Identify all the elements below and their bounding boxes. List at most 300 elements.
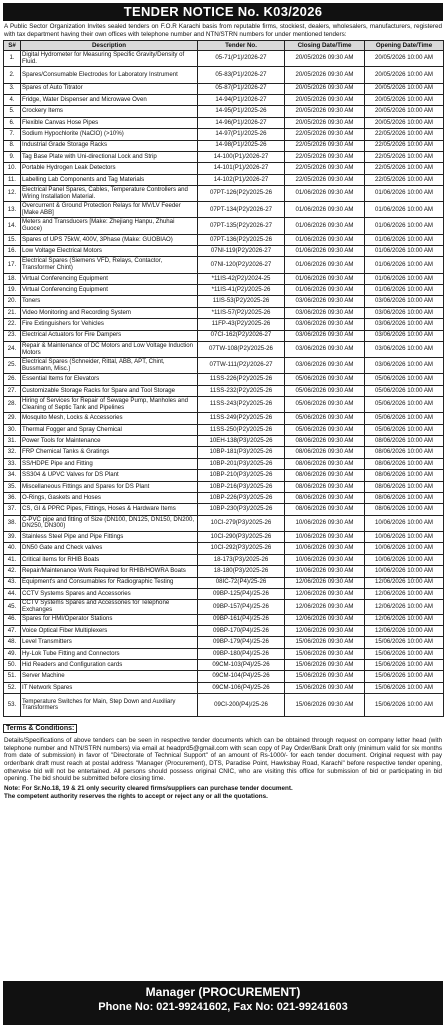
row-opening: 01/06/2026 10:00 AM (365, 186, 444, 202)
table-row (4, 637, 444, 648)
row-sn: 27. (4, 385, 21, 396)
table-row (4, 694, 444, 717)
row-opening: 22/05/2026 10:00 AM (365, 163, 444, 174)
row-opening: 12/06/2026 10:00 AM (365, 614, 444, 625)
row-sn: 3. (4, 83, 21, 94)
row-sn: 14. (4, 218, 21, 234)
row-closing: 15/06/2026 09:30 AM (285, 637, 365, 648)
row-tender-no: 14-95(P1)/2025-26 (198, 106, 285, 117)
row-sn: 5. (4, 106, 21, 117)
row-tender-no: 10BP-210(P3)/2025-26 (198, 470, 285, 481)
table-row (4, 330, 444, 341)
row-description: DN50 Gate and Check valves (21, 543, 198, 554)
row-closing: 08/06/2026 09:30 AM (285, 447, 365, 458)
row-sn: 37. (4, 504, 21, 515)
row-tender-no: 11SS-250(P2)/2025-26 (198, 424, 285, 435)
header-opening: Opening Date/Time (365, 41, 444, 51)
row-tender-no: 07PT-136(P2)/2025-26 (198, 234, 285, 245)
row-closing: 10/06/2026 09:30 AM (285, 543, 365, 554)
table-row (4, 273, 444, 284)
row-opening: 20/05/2026 10:00 AM (365, 67, 444, 83)
row-closing: 15/06/2026 09:30 AM (285, 682, 365, 693)
row-closing: 22/05/2026 09:30 AM (285, 129, 365, 140)
table-row (4, 458, 444, 469)
row-tender-no: 10EH-138(P3)/2025-26 (198, 436, 285, 447)
row-tender-no: 09BP-170(P4)/25-26 (198, 625, 285, 636)
row-description: Portable Hydrogen Leak Detectors (21, 163, 198, 174)
header-sn: S# (4, 41, 21, 51)
row-tender-no: 07CI-162(P2)/2026-27 (198, 330, 285, 341)
table-row (4, 51, 444, 67)
row-opening: 08/06/2026 10:00 AM (365, 458, 444, 469)
row-sn: 21. (4, 307, 21, 318)
row-opening: 01/06/2026 10:00 AM (365, 218, 444, 234)
row-sn: 30. (4, 424, 21, 435)
row-closing: 08/06/2026 09:30 AM (285, 504, 365, 515)
row-closing: 20/05/2026 09:30 AM (285, 83, 365, 94)
row-opening: 20/05/2026 10:00 AM (365, 94, 444, 105)
row-opening: 05/06/2026 10:00 AM (365, 385, 444, 396)
row-closing: 15/06/2026 09:30 AM (285, 671, 365, 682)
table-row (4, 319, 444, 330)
table-row (4, 648, 444, 659)
note-security: Note: For Sr.No.18, 19 & 21 only security cleared firms/suppliers can purchase tender document. (4, 784, 293, 792)
row-sn: 29. (4, 413, 21, 424)
row-closing: 05/06/2026 09:30 AM (285, 397, 365, 413)
row-opening: 08/06/2026 10:00 AM (365, 504, 444, 515)
row-sn: 11. (4, 174, 21, 185)
row-description: Server Machine (21, 671, 198, 682)
table-row (4, 374, 444, 385)
row-opening: 22/05/2026 10:00 AM (365, 174, 444, 185)
row-opening: 12/06/2026 10:00 AM (365, 588, 444, 599)
row-tender-no: 10CI-292(P3)/2025-26 (198, 543, 285, 554)
row-closing: 20/05/2026 09:30 AM (285, 67, 365, 83)
row-sn: 50. (4, 660, 21, 671)
row-opening: 03/06/2026 10:00 AM (365, 296, 444, 307)
row-tender-no: 11SS-249(P2)/2025-26 (198, 413, 285, 424)
note-authority: The competent authority reserves the rights to accept or reject any or all the quotations. (4, 793, 268, 801)
row-closing: 01/06/2026 09:30 AM (285, 202, 365, 218)
row-tender-no: 07NI-119(P2)/2026-27 (198, 246, 285, 257)
row-closing: 03/06/2026 09:30 AM (285, 330, 365, 341)
footer-title: Manager (PROCUREMENT) (145, 985, 301, 999)
footer (3, 981, 443, 1025)
row-sn: 43. (4, 577, 21, 588)
row-sn: 20. (4, 296, 21, 307)
row-description: Fridge, Water Dispenser and Microwave Oven (21, 94, 198, 105)
terms-heading: Terms & Conditions: (3, 724, 77, 733)
row-closing: 20/05/2026 09:30 AM (285, 94, 365, 105)
table-row (4, 218, 444, 234)
row-description: Critical items for RHIB Boats (21, 554, 198, 565)
row-closing: 12/06/2026 09:30 AM (285, 588, 365, 599)
table-row (4, 481, 444, 492)
header-tender-no: Tender No. (198, 41, 285, 51)
row-tender-no: 10CI-279(P3)/2025-26 (198, 515, 285, 531)
row-opening: 03/06/2026 10:00 AM (365, 358, 444, 374)
row-closing: 01/06/2026 09:30 AM (285, 186, 365, 202)
tender-notice-page (3, 3, 443, 1013)
row-tender-no: *11IS-41(P2)/2025-26 (198, 285, 285, 296)
row-description: Virtual Conferencing Equipment (21, 273, 198, 284)
table-row (4, 682, 444, 693)
row-sn: 18. (4, 273, 21, 284)
row-tender-no: 09CM-103(P4)/25-26 (198, 660, 285, 671)
row-closing: 05/06/2026 09:30 AM (285, 413, 365, 424)
row-description: Temperature Switches for Main, Step Down and Auxiliary Transformers (21, 694, 198, 717)
row-tender-no: 10CI-290(P3)/2025-26 (198, 532, 285, 543)
row-opening: 20/05/2026 10:00 AM (365, 83, 444, 94)
row-sn: 15. (4, 234, 21, 245)
table-row (4, 385, 444, 396)
row-opening: 15/06/2026 10:00 AM (365, 682, 444, 693)
table-row (4, 660, 444, 671)
terms-text: Details/Specifications of above tenders can be seen in respective tender documents which can be obtained through request on company letter head (with telephone number and NTN/STRN numbers) via email at headprd5@gmail.com with scan copy of Pay Order/Bank Draft only (minimum valid for six months from date of submission) in favor of "Directorate of Technical Support" of an amount of Rs-1000/- for each tender document. Original request with pay order/bank draft must reach at postal address "Manager (Procurement), DTS, Paradise Point, Hawksbay Road, Karachi" before respective tender opening, otherwise bid will not be entertained. All persons should possess original CNIC, who are visiting this office for submission of bid or participating in bid opening. The bid should be submitted before closing time. (4, 737, 442, 783)
intro-text: A Public Sector Organization Invites sealed tenders on F.O.R Karachi basis from reputable firms, stockiest, dealers, wholesalers, manufacturers, registered with tax department having their own offices with telephone number and NTN/STRN numbers for under mentioned tenders: (4, 23, 442, 38)
row-description: Electrical Spares (Schneider, Rittal, ABB, APT, Chint, Bussmann, Misc.) (21, 358, 198, 374)
table-row (4, 447, 444, 458)
row-sn: 35. (4, 481, 21, 492)
row-closing: 15/06/2026 09:30 AM (285, 694, 365, 717)
row-description: Repair & Maintenance of DC Motors and Low Voltage Induction Motors (21, 341, 198, 357)
row-description: Spares of UPS 75kW, 400V, 3Phase (Make: GUOBIAO) (21, 234, 198, 245)
row-sn: 23. (4, 330, 21, 341)
table-row (4, 202, 444, 218)
table-row (4, 296, 444, 307)
row-closing: 08/06/2026 09:30 AM (285, 458, 365, 469)
row-description: Voice Optical Fiber Multiplexers (21, 625, 198, 636)
row-opening: 15/06/2026 10:00 AM (365, 637, 444, 648)
row-description: Miscellaneous Fittings and Spares for DS Plant (21, 481, 198, 492)
row-opening: 05/06/2026 10:00 AM (365, 413, 444, 424)
row-tender-no: 09BP-125(P4)/25-26 (198, 588, 285, 599)
row-closing: 12/06/2026 09:30 AM (285, 625, 365, 636)
row-description: C-PVC pipe and fitting of Size (DN100, DN125, DN150, DN200, DN250, DN300) (21, 515, 198, 531)
row-opening: 01/06/2026 10:00 AM (365, 257, 444, 273)
row-sn: 13. (4, 202, 21, 218)
row-tender-no: 11SS-232(P2)/2025-26 (198, 385, 285, 396)
row-opening: 22/05/2026 10:00 AM (365, 129, 444, 140)
row-closing: 20/05/2026 09:30 AM (285, 117, 365, 128)
row-tender-no: *11IS-42(P2)/2024-25 (198, 273, 285, 284)
row-opening: 10/06/2026 10:00 AM (365, 532, 444, 543)
row-sn: 34. (4, 470, 21, 481)
row-opening: 10/06/2026 10:00 AM (365, 543, 444, 554)
row-closing: 03/06/2026 09:30 AM (285, 307, 365, 318)
table-row (4, 504, 444, 515)
row-tender-no: 14-102(P1)/2026-27 (198, 174, 285, 185)
row-closing: 20/05/2026 09:30 AM (285, 51, 365, 67)
row-closing: 22/05/2026 09:30 AM (285, 140, 365, 151)
row-description: Low Voltage Electrical Motors (21, 246, 198, 257)
row-opening: 10/06/2026 10:00 AM (365, 566, 444, 577)
row-tender-no: *11IS-57(P2)/2025-26 (198, 307, 285, 318)
row-sn: 25. (4, 358, 21, 374)
row-opening: 05/06/2026 10:00 AM (365, 374, 444, 385)
row-sn: 24. (4, 341, 21, 357)
row-sn: 48. (4, 637, 21, 648)
row-closing: 12/06/2026 09:30 AM (285, 600, 365, 614)
row-sn: 1. (4, 51, 21, 67)
row-sn: 6. (4, 117, 21, 128)
row-sn: 9. (4, 151, 21, 162)
row-tender-no: 14-100(P1)/2026-27 (198, 151, 285, 162)
row-description: Flexible Canvas Hose Pipes (21, 117, 198, 128)
row-closing: 22/05/2026 09:30 AM (285, 163, 365, 174)
row-opening: 05/06/2026 10:00 AM (365, 397, 444, 413)
row-opening: 03/06/2026 10:00 AM (365, 330, 444, 341)
header-description: Description (21, 41, 198, 51)
row-sn: 4. (4, 94, 21, 105)
row-description: Electrical Spares (Siemens VFD, Relays, Contactor, Transformer Chint) (21, 257, 198, 273)
row-closing: 22/05/2026 09:30 AM (285, 174, 365, 185)
row-tender-no: 09CI-200(P4)/25-26 (198, 694, 285, 717)
row-closing: 10/06/2026 09:30 AM (285, 554, 365, 565)
row-description: Digital Hydrometer for Measuring Specific Gravity/Density of Fluid. (21, 51, 198, 67)
row-description: Power Tools for Maintenance (21, 436, 198, 447)
row-description: Spares of Auto Titrator (21, 83, 198, 94)
row-tender-no: 05-71(P1)/2026-27 (198, 51, 285, 67)
row-description: Meters and Transducers [Make: Zhejiang Hanpu, Zhuhai Guoce) (21, 218, 198, 234)
footer-contact: Phone No: 021-99241602, Fax No: 021-99241603 (98, 1001, 348, 1013)
row-closing: 12/06/2026 09:30 AM (285, 577, 365, 588)
row-description: Essential Items for Elevators (21, 374, 198, 385)
row-opening: 12/06/2026 10:00 AM (365, 625, 444, 636)
row-tender-no: 05-87(P1)/2026-27 (198, 83, 285, 94)
row-opening: 15/06/2026 10:00 AM (365, 694, 444, 717)
row-sn: 32. (4, 447, 21, 458)
table-row (4, 285, 444, 296)
row-opening: 01/06/2026 10:00 AM (365, 202, 444, 218)
row-description: Toners (21, 296, 198, 307)
row-closing: 01/06/2026 09:30 AM (285, 285, 365, 296)
row-closing: 10/06/2026 09:30 AM (285, 532, 365, 543)
row-sn: 47. (4, 625, 21, 636)
row-sn: 42. (4, 566, 21, 577)
row-tender-no: 11SS-226(P2)/2025-26 (198, 374, 285, 385)
row-description: Electrical Actuators for Fire Dampers (21, 330, 198, 341)
row-opening: 08/06/2026 10:00 AM (365, 470, 444, 481)
table-row (4, 543, 444, 554)
row-description: Electrical Panel Spares, Cables, Temperature Controllers and Wiring Installation Material. (21, 186, 198, 202)
row-description: SS/HDPE Pipe and Fitting (21, 458, 198, 469)
row-description: Level Transmitters (21, 637, 198, 648)
row-description: Sodium Hypochlorite (NaClO) (>10%) (21, 129, 198, 140)
row-closing: 01/06/2026 09:30 AM (285, 234, 365, 245)
row-sn: 52. (4, 682, 21, 693)
row-tender-no: 11IS-53(P2)/2025-26 (198, 296, 285, 307)
row-sn: 10. (4, 163, 21, 174)
table-row (4, 67, 444, 83)
row-closing: 03/06/2026 09:30 AM (285, 358, 365, 374)
table-row (4, 532, 444, 543)
row-tender-no: 07PT-134(P2)/2026-27 (198, 202, 285, 218)
row-tender-no: 10BP-230(P3)/2025-26 (198, 504, 285, 515)
row-description: SS304 & UPVC Valves for DS Plant (21, 470, 198, 481)
table-row (4, 470, 444, 481)
row-tender-no: 14-94(P1)/2026-27 (198, 94, 285, 105)
row-sn: 17. (4, 257, 21, 273)
table-row (4, 341, 444, 357)
row-opening: 01/06/2026 10:00 AM (365, 273, 444, 284)
row-closing: 01/06/2026 09:30 AM (285, 273, 365, 284)
row-closing: 12/06/2026 09:30 AM (285, 614, 365, 625)
row-tender-no: 07PT-135(P2)/2026-27 (198, 218, 285, 234)
row-tender-no: 18-173(P3)/2025-26 (198, 554, 285, 565)
row-sn: 19. (4, 285, 21, 296)
row-tender-no: 09BP-179(P4)/25-26 (198, 637, 285, 648)
row-closing: 01/06/2026 09:30 AM (285, 218, 365, 234)
row-tender-no: 09BP-180(P4)/25-26 (198, 648, 285, 659)
row-tender-no: 05-83(P1)/2026-27 (198, 67, 285, 83)
row-sn: 22. (4, 319, 21, 330)
row-sn: 53. (4, 694, 21, 717)
table-row (4, 413, 444, 424)
row-closing: 03/06/2026 09:30 AM (285, 319, 365, 330)
table-row (4, 515, 444, 531)
row-closing: 08/06/2026 09:30 AM (285, 470, 365, 481)
row-opening: 20/05/2026 10:00 AM (365, 106, 444, 117)
row-closing: 01/06/2026 09:30 AM (285, 246, 365, 257)
row-description: Repair/Maintenance Work Required for RHIB/HOWRA Boats (21, 566, 198, 577)
table-body (4, 51, 444, 717)
row-description: Equipment's and Consumables for Radiographic Testing (21, 577, 198, 588)
row-opening: 08/06/2026 10:00 AM (365, 493, 444, 504)
row-description: Hy-Lok Tube Fitting and Connectors (21, 648, 198, 659)
row-opening: 08/06/2026 10:00 AM (365, 447, 444, 458)
row-description: IT Network Spares (21, 682, 198, 693)
row-opening: 10/06/2026 10:00 AM (365, 554, 444, 565)
row-sn: 7. (4, 129, 21, 140)
row-sn: 26. (4, 374, 21, 385)
row-closing: 20/05/2026 09:30 AM (285, 106, 365, 117)
row-description: Stainless Steel Pipe and Pipe Fittings (21, 532, 198, 543)
row-opening: 01/06/2026 10:00 AM (365, 234, 444, 245)
table-row (4, 246, 444, 257)
header-closing: Closing Date/Time (285, 41, 365, 51)
table-row (4, 117, 444, 128)
table-row (4, 554, 444, 565)
tender-table (3, 40, 444, 717)
table-row (4, 83, 444, 94)
row-sn: 46. (4, 614, 21, 625)
row-sn: 8. (4, 140, 21, 151)
table-row (4, 577, 444, 588)
row-opening: 12/06/2026 10:00 AM (365, 577, 444, 588)
row-description: Tag Base Plate with Uni-directional Lock and Strip (21, 151, 198, 162)
row-opening: 01/06/2026 10:00 AM (365, 246, 444, 257)
table-row (4, 671, 444, 682)
row-description: Industrial Grade Storage Racks (21, 140, 198, 151)
row-tender-no: 18-180(P3)/2025-26 (198, 566, 285, 577)
row-tender-no: 14-98(P1)/2025-26 (198, 140, 285, 151)
table-row (4, 397, 444, 413)
table-row (4, 163, 444, 174)
row-sn: 45. (4, 600, 21, 614)
row-description: Hid Readers and Configuration cards (21, 660, 198, 671)
row-closing: 15/06/2026 09:30 AM (285, 648, 365, 659)
row-description: Spares for HMI/Operator Stations (21, 614, 198, 625)
row-tender-no: 14-97(P1)/2025-26 (198, 129, 285, 140)
table-row (4, 151, 444, 162)
row-opening: 08/06/2026 10:00 AM (365, 436, 444, 447)
row-sn: 33. (4, 458, 21, 469)
table-row (4, 358, 444, 374)
row-opening: 03/06/2026 10:00 AM (365, 341, 444, 357)
row-closing: 01/06/2026 09:30 AM (285, 257, 365, 273)
table-row (4, 614, 444, 625)
row-description: Fire Extinguishers for Vehicles (21, 319, 198, 330)
row-description: Customizable Storage Racks for Spare and Tool Storage (21, 385, 198, 396)
row-sn: 51. (4, 671, 21, 682)
row-tender-no: 10BP-201(P3)/2025-26 (198, 458, 285, 469)
row-description: Overcurrent & Ground Protection Relays for MV/LV Feeder [Make ABB] (21, 202, 198, 218)
row-closing: 15/06/2026 09:30 AM (285, 660, 365, 671)
row-opening: 15/06/2026 10:00 AM (365, 648, 444, 659)
row-description: Hiring of Services for Repair of Sewage Pump, Manholes and Cleaning of Septic Tank and Pipelines (21, 397, 198, 413)
row-opening: 08/06/2026 10:00 AM (365, 481, 444, 492)
row-tender-no: 09CM-104(P4)/25-26 (198, 671, 285, 682)
table-row (4, 234, 444, 245)
row-opening: 03/06/2026 10:00 AM (365, 319, 444, 330)
row-tender-no: 07PT-126(P2)/2025-26 (198, 186, 285, 202)
row-description: CCTV Systems Spares and Accessories for Telephone Exchanges (21, 600, 198, 614)
table-row (4, 600, 444, 614)
table-row (4, 106, 444, 117)
row-tender-no: 09CM-106(P4)/25-26 (198, 682, 285, 693)
table-row (4, 129, 444, 140)
row-opening: 15/06/2026 10:00 AM (365, 660, 444, 671)
row-description: Mosquito Mesh, Locks & Accessories (21, 413, 198, 424)
row-opening: 22/05/2026 10:00 AM (365, 151, 444, 162)
table-row (4, 186, 444, 202)
row-sn: 16. (4, 246, 21, 257)
row-tender-no: 10BP-216(P3)/2025-26 (198, 481, 285, 492)
table-row (4, 625, 444, 636)
row-sn: 49. (4, 648, 21, 659)
row-tender-no: 09BP-161(P4)/25-26 (198, 614, 285, 625)
row-tender-no: 11FP-43(P2)/2025-26 (198, 319, 285, 330)
row-opening: 12/06/2026 10:00 AM (365, 600, 444, 614)
table-row (4, 257, 444, 273)
row-description: Spares/Consumable Electrodes for Laboratory Instrument (21, 67, 198, 83)
table-row (4, 436, 444, 447)
row-description: CS, GI & PPRC Pipes, Fittings, Hoses & Hardware Items (21, 504, 198, 515)
table-row (4, 307, 444, 318)
row-sn: 36. (4, 493, 21, 504)
row-opening: 22/05/2026 10:00 AM (365, 140, 444, 151)
row-sn: 44. (4, 588, 21, 599)
row-tender-no: 14-96(P1)/2026-27 (198, 117, 285, 128)
row-opening: 01/06/2026 10:00 AM (365, 285, 444, 296)
row-closing: 10/06/2026 09:30 AM (285, 566, 365, 577)
row-tender-no: 10BP-181(P3)/2025-26 (198, 447, 285, 458)
row-sn: 2. (4, 67, 21, 83)
row-closing: 08/06/2026 09:30 AM (285, 481, 365, 492)
row-tender-no: 07NI-120(P2)/2026-27 (198, 257, 285, 273)
row-closing: 08/06/2026 09:30 AM (285, 493, 365, 504)
table-row (4, 424, 444, 435)
row-description: Video Monitoring and Recording System (21, 307, 198, 318)
row-opening: 20/05/2026 10:00 AM (365, 51, 444, 67)
row-opening: 10/06/2026 10:00 AM (365, 515, 444, 531)
row-tender-no: 11SS-243(P2)/2025-26 (198, 397, 285, 413)
table-row (4, 588, 444, 599)
row-description: O-Rings, Gaskets and Hoses (21, 493, 198, 504)
row-description: CCTV Systems Spares and Accessories (21, 588, 198, 599)
row-sn: 28. (4, 397, 21, 413)
